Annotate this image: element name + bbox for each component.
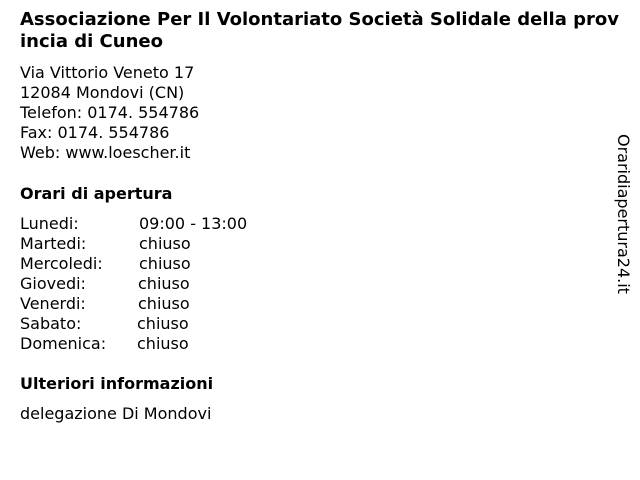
day-label: Giovedi: [20, 274, 86, 293]
day-label: Lunedi: [20, 214, 79, 233]
day-label: Martedi: [20, 234, 87, 253]
address-block [20, 63, 199, 163]
phone-number: Telefon: 0174. 554786 [20, 103, 200, 122]
hours-value: 09:00 - 13:00 [139, 214, 248, 233]
hours-value: chiuso [137, 334, 189, 353]
hours-value: chiuso [138, 274, 190, 293]
day-label: Sabato: [20, 314, 82, 333]
site-watermark [613, 134, 633, 308]
fax-number: Fax: 0174. 554786 [20, 123, 170, 142]
additional-info-heading: Ulteriori informazioni [20, 374, 214, 393]
page-title: Associazione Per Il Volontariato Società Solidale della provincia di Cuneo [20, 9, 619, 52]
day-label: Mercoledi: [20, 254, 103, 273]
hours-value: chiuso [139, 234, 191, 253]
street-address: Via Vittorio Veneto 17 [20, 63, 195, 82]
day-label: Domenica: [20, 334, 107, 353]
city-address: 12084 Mondovi (CN) [20, 83, 185, 102]
hours-value: chiuso [139, 254, 191, 273]
day-label: Venerdi: [20, 294, 86, 313]
additional-info-text: delegazione Di Mondovi [20, 404, 212, 423]
hours-value: chiuso [137, 314, 189, 333]
hours-value: chiuso [138, 294, 190, 313]
website-link[interactable]: Web: www.loescher.it [20, 143, 191, 162]
watermark-text: Oraridiapertura24.it [614, 134, 633, 294]
opening-hours-heading: Orari di apertura [20, 184, 173, 203]
